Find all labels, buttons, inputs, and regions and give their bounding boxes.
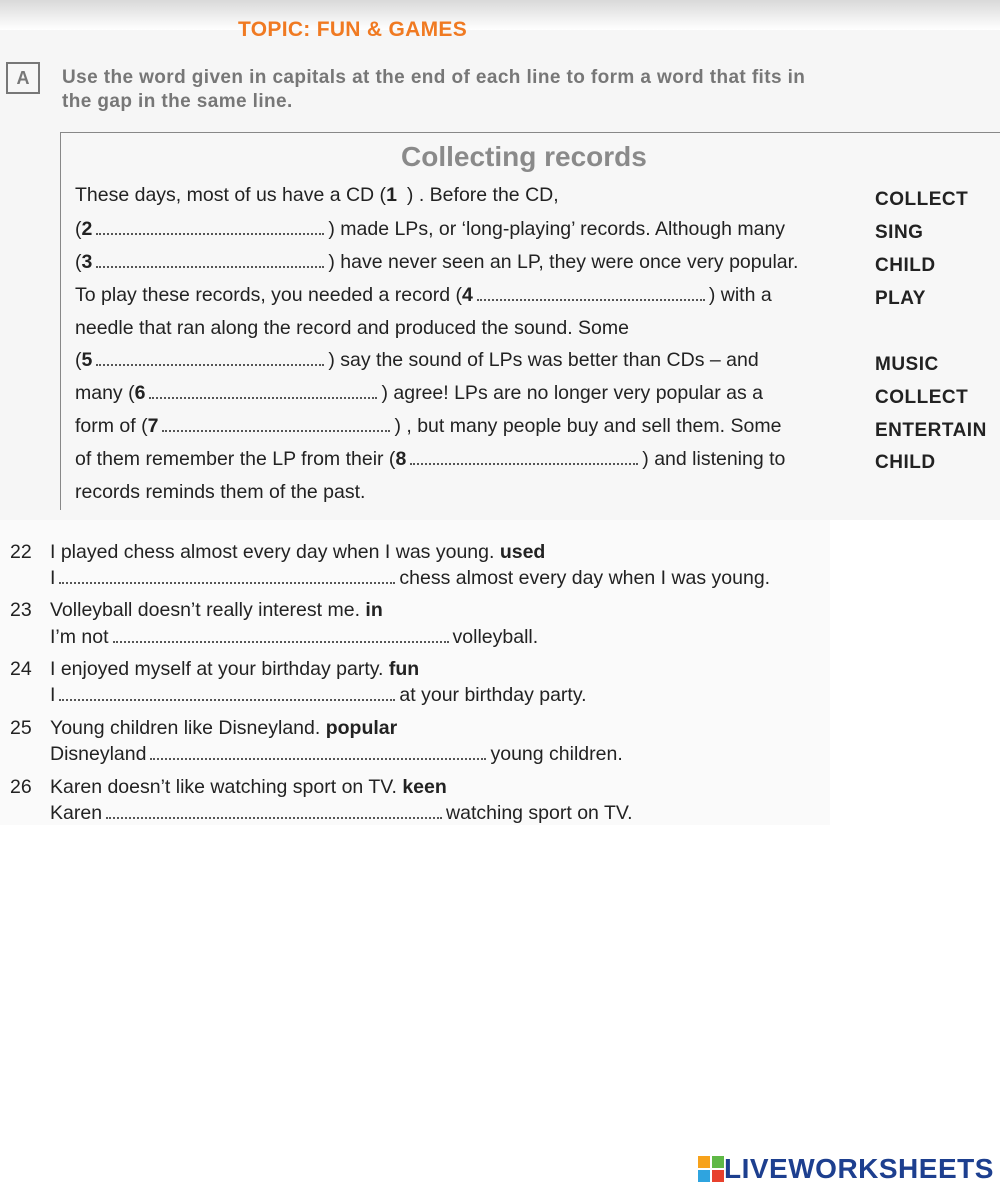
answer-line — [50, 802, 633, 825]
answer-end: at your birthday party. — [399, 684, 587, 706]
sentence-text: Young children like Disneyland. — [50, 717, 321, 739]
text-line-3 — [75, 251, 798, 281]
answer-start: Disneyland — [50, 743, 147, 765]
question-number: 25 — [10, 717, 32, 739]
line-text: ) , but many people buy and sell them. Some — [394, 415, 782, 437]
answer-start: I’m not — [50, 626, 109, 648]
line-text: ) . Before the CD, — [406, 184, 559, 206]
liveworksheets-logo-icon — [698, 1156, 724, 1182]
instructions-line-1: Use the word given in capitals at the end of each line to form a word that fits in — [62, 67, 806, 88]
keyword-1: COLLECT — [875, 189, 969, 210]
answer-line — [50, 626, 538, 649]
answer-start: I — [50, 684, 56, 706]
gap-number: 3 — [81, 251, 93, 273]
gap-number: 5 — [81, 349, 93, 371]
section-label: A — [16, 67, 30, 88]
topic-heading: TOPIC: FUN & GAMES — [238, 18, 468, 41]
text-line-6 — [75, 349, 759, 379]
text-line-1 — [75, 184, 559, 214]
answer-blank[interactable] — [113, 627, 449, 643]
keyword: used — [499, 541, 546, 563]
logo-text: LIVEWORKSHEETS — [724, 1153, 994, 1184]
answer-blank[interactable] — [59, 568, 395, 584]
question-sentence — [50, 717, 397, 740]
question-number: 26 — [10, 776, 32, 798]
question-number: 23 — [10, 599, 32, 621]
line-text: of them remember the LP from their ( — [75, 448, 396, 470]
line-text: ) and listening to — [642, 448, 786, 470]
answer-line — [50, 684, 587, 707]
answer-end: volleyball. — [452, 626, 539, 648]
answer-line — [50, 567, 770, 590]
instructions — [62, 66, 962, 114]
gap-8-blank[interactable] — [410, 449, 638, 465]
gap-number: 6 — [134, 382, 146, 404]
answer-blank[interactable] — [106, 803, 442, 819]
text-line-8 — [75, 415, 781, 445]
sentence-text: Volleyball doesn’t really interest me. — [50, 599, 360, 621]
line-text: To play these records, you needed a record ( — [75, 284, 462, 306]
gap-number: 4 — [461, 284, 473, 306]
keyword-4: PLAY — [875, 288, 926, 309]
text-line-4 — [75, 284, 772, 314]
question-sentence — [50, 541, 545, 564]
line-text: These days, most of us have a CD ( — [75, 184, 387, 206]
text-line-5: needle that ran along the record and produced the sound. Some — [75, 317, 629, 339]
question-sentence — [50, 776, 447, 799]
gap-4-blank[interactable] — [477, 285, 705, 301]
answer-start: I — [50, 567, 56, 589]
gap-number: 1 — [386, 184, 397, 206]
keyword: fun — [388, 658, 420, 680]
text-line-9 — [75, 448, 785, 478]
keyword: popular — [325, 717, 398, 739]
line-text: ( — [75, 251, 82, 273]
sentence-text: I played chess almost every day when I was young. — [50, 541, 495, 563]
answer-blank[interactable] — [150, 744, 486, 760]
keyword-2: SING — [875, 222, 924, 243]
question-sentence — [50, 599, 383, 622]
answer-blank[interactable] — [59, 685, 395, 701]
section-label-box — [6, 62, 40, 94]
gap-number: 2 — [81, 218, 93, 240]
line-text: ) made LPs, or ‘long-playing’ records. Although many — [328, 218, 786, 240]
answer-end: watching sport on TV. — [446, 802, 633, 824]
gap-2-blank[interactable] — [96, 219, 324, 235]
line-text: ) with a — [708, 284, 772, 306]
answer-line — [50, 743, 623, 766]
answer-end: young children. — [490, 743, 623, 765]
keyword-8: CHILD — [875, 452, 936, 473]
answer-end: chess almost every day when I was young. — [399, 567, 771, 589]
question-sentence — [50, 658, 419, 681]
answer-start: Karen — [50, 802, 103, 824]
gap-3-blank[interactable] — [96, 252, 324, 268]
line-text: ) agree! LPs are no longer very popular as a — [381, 382, 764, 404]
liveworksheets-logo — [698, 1152, 994, 1186]
keyword-7: ENTERTAIN — [875, 420, 987, 441]
line-text: ( — [75, 218, 82, 240]
gap-7-blank[interactable] — [162, 416, 390, 432]
keyword: keen — [402, 776, 447, 798]
line-text: ) have never seen an LP, they were once very popular. — [328, 251, 799, 273]
text-line-10: records reminds them of the past. — [75, 481, 366, 503]
question-number: 24 — [10, 658, 32, 680]
scan-shadow — [0, 0, 1000, 30]
gap-number: 7 — [147, 415, 159, 437]
keyword: in — [365, 599, 383, 621]
line-text: form of ( — [75, 415, 148, 437]
line-text: ) say the sound of LPs was better than CDs – and — [328, 349, 759, 371]
reading-title: Collecting records — [401, 141, 647, 172]
gap-6-blank[interactable] — [149, 383, 377, 399]
instructions-line-2: the gap in the same line. — [62, 91, 293, 112]
keyword-5: MUSIC — [875, 354, 939, 375]
gap-number: 8 — [395, 448, 407, 470]
sentence-text: Karen doesn’t like watching sport on TV. — [50, 776, 397, 798]
sentence-text: I enjoyed myself at your birthday party. — [50, 658, 384, 680]
line-text: many ( — [75, 382, 135, 404]
text-line-7 — [75, 382, 763, 412]
question-number: 22 — [10, 541, 32, 563]
keyword-3: CHILD — [875, 255, 936, 276]
text-line-2 — [75, 218, 785, 248]
keyword-6: COLLECT — [875, 387, 969, 408]
gap-5-blank[interactable] — [96, 350, 324, 366]
line-text: ( — [75, 349, 82, 371]
